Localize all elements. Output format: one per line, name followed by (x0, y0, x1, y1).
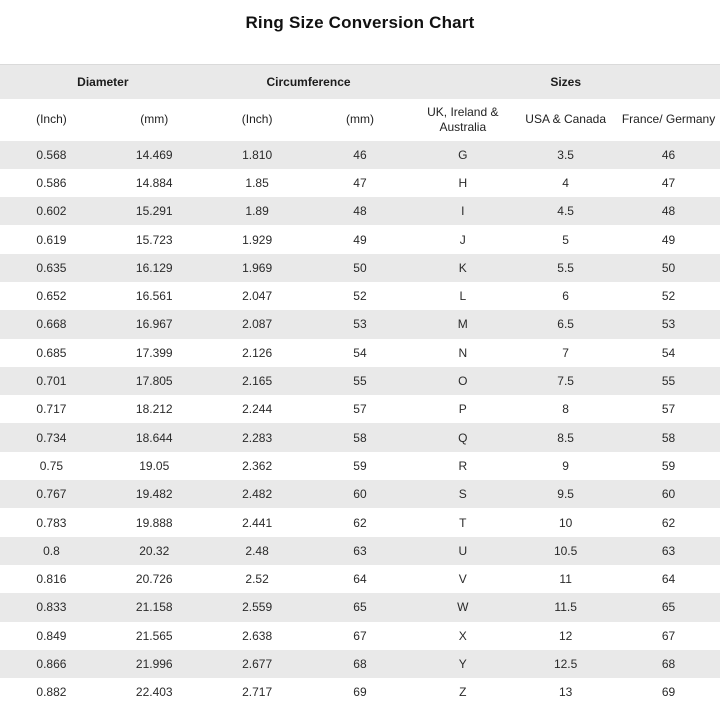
column-header-france-germany: France/ Germany (617, 99, 720, 141)
table-cell: 17.805 (135, 374, 173, 389)
table-cell: 2.48 (245, 543, 269, 558)
table-cell: 57 (353, 402, 367, 417)
table-cell: 0.668 (36, 317, 67, 332)
table-cell: 14.884 (135, 175, 173, 190)
table-cell: 19.482 (135, 487, 173, 502)
table-cell: 0.734 (36, 430, 67, 445)
table-cell: 0.767 (36, 487, 67, 502)
table-cell: 47 (353, 175, 367, 190)
table-cell: 1.929 (242, 232, 273, 247)
table-row (0, 423, 720, 451)
table-cell: 49 (353, 232, 367, 247)
table-cell: 69 (661, 685, 676, 700)
table-cell: U (458, 543, 468, 558)
page-title: Ring Size Conversion Chart (245, 13, 475, 32)
table-row (0, 508, 720, 536)
table-cell: 53 (353, 317, 367, 332)
table-cell: T (459, 515, 467, 530)
table-cell: 15.723 (135, 232, 173, 247)
table-cell: 22.403 (135, 685, 173, 700)
table-cell: 63 (661, 543, 676, 558)
column-header-circumference-mm: (mm) (309, 99, 412, 141)
table-cell: 0.717 (36, 402, 67, 417)
table-cell: 8.5 (557, 430, 574, 445)
table-cell: 69 (353, 685, 367, 700)
table-cell: 64 (661, 572, 676, 587)
table-cell: 11.5 (554, 600, 577, 615)
table-cell: 49 (661, 232, 676, 247)
table-cell: 57 (661, 402, 676, 417)
table-cell: 20.726 (135, 572, 173, 587)
table-cell: 64 (353, 572, 367, 587)
table-cell: 68 (353, 656, 367, 671)
table-cell: 0.866 (36, 656, 67, 671)
table-cell: 50 (661, 260, 676, 275)
table-cell: 65 (661, 600, 676, 615)
table-cell: 2.482 (242, 487, 273, 502)
table-cell: 67 (353, 628, 367, 643)
table-cell: 55 (353, 374, 367, 389)
column-header-diameter-inch: (Inch) (0, 99, 103, 141)
table-row (0, 650, 720, 678)
table-cell: 12.5 (553, 656, 578, 671)
table-cell: 9.5 (557, 487, 574, 502)
table-cell: 17.399 (135, 345, 173, 360)
table-cell: M (457, 317, 468, 332)
table-cell: 46 (353, 147, 367, 162)
group-header-row (0, 65, 720, 99)
table-row (0, 169, 720, 197)
table-cell: X (458, 628, 467, 643)
table-cell: 9 (562, 458, 569, 473)
table-cell: 0.568 (36, 147, 67, 162)
table-row (0, 197, 720, 225)
table-cell: 6 (562, 289, 569, 304)
table-cell: 58 (353, 430, 367, 445)
table-cell: 0.602 (36, 204, 67, 219)
table-cell: V (458, 572, 467, 587)
table-row (0, 622, 720, 650)
table-cell: 2.283 (242, 430, 273, 445)
table-cell: 1.969 (242, 260, 273, 275)
table-cell: Y (458, 656, 467, 671)
table-row (0, 282, 720, 310)
table-cell: W (457, 600, 469, 615)
table-cell: 54 (353, 345, 367, 360)
table-row (0, 537, 720, 565)
table-cell: 53 (661, 317, 676, 332)
table-cell: 10 (558, 515, 573, 530)
column-header-usa-canada: USA & Canada (514, 99, 617, 141)
table-cell: 60 (661, 487, 676, 502)
table-cell: 2.126 (242, 345, 273, 360)
table-cell: 5 (562, 232, 569, 247)
table-cell: 0.685 (36, 345, 67, 360)
table-cell: Q (458, 430, 468, 445)
table-cell: 0.849 (36, 628, 67, 643)
table-cell: 2.677 (242, 656, 273, 671)
table-row (0, 254, 720, 282)
table-cell: G (458, 147, 468, 162)
table-row (0, 678, 720, 706)
ring-size-conversion-table (0, 64, 720, 706)
table-cell: 59 (353, 458, 367, 473)
table-cell: 0.783 (36, 515, 67, 530)
table-cell: 6.5 (557, 317, 574, 332)
table-cell: 2.717 (242, 685, 273, 700)
column-header-circumference-inch: (Inch) (206, 99, 309, 141)
table-cell: 16.129 (135, 260, 173, 275)
table-row (0, 339, 720, 367)
table-cell: 12 (558, 628, 573, 643)
table-cell: O (458, 374, 468, 389)
table-cell: 63 (353, 543, 367, 558)
table-cell: Z (459, 685, 467, 700)
table-cell: 50 (353, 260, 367, 275)
table-cell: 52 (661, 289, 676, 304)
table-cell: 62 (353, 515, 367, 530)
table-cell: 13 (558, 685, 573, 700)
table-row (0, 480, 720, 508)
table-cell: 16.561 (135, 289, 173, 304)
table-body (0, 141, 720, 707)
table-row (0, 141, 720, 169)
table-cell: N (458, 345, 468, 360)
table-cell: 0.586 (36, 175, 67, 190)
table-cell: 48 (661, 204, 676, 219)
table-cell: 8 (562, 402, 569, 417)
table-cell: 19.888 (135, 515, 173, 530)
table-cell: 46 (661, 147, 676, 162)
table-cell: 11 (559, 572, 572, 587)
table-cell: 0.833 (36, 600, 67, 615)
table-cell: 5.5 (557, 260, 574, 275)
table-cell: 21.996 (135, 656, 173, 671)
column-header-diameter-mm: (mm) (103, 99, 206, 141)
table-row (0, 225, 720, 253)
table-cell: 15.291 (135, 204, 173, 219)
table-cell: 2.047 (242, 289, 273, 304)
table-cell: 3.5 (557, 147, 574, 162)
table-cell: 1.85 (245, 175, 269, 190)
table-cell: S (458, 487, 467, 502)
column-header-row (0, 99, 720, 141)
table-row (0, 565, 720, 593)
table-cell: 20.32 (139, 543, 170, 558)
group-header-diameter: Diameter (0, 65, 206, 99)
table-cell: 62 (661, 515, 676, 530)
table-cell: 0.619 (36, 232, 67, 247)
table-cell: 0.75 (39, 458, 64, 473)
column-header-uk-ireland-australia: UK, Ireland & Australia (411, 99, 514, 141)
table-header (0, 65, 720, 141)
table-cell: 14.469 (135, 147, 173, 162)
table-cell: 2.362 (242, 458, 273, 473)
table-cell: 2.52 (245, 572, 269, 587)
table-cell: 47 (661, 175, 676, 190)
table-cell: 7 (562, 345, 569, 360)
table-cell: 21.565 (135, 628, 173, 643)
table-row (0, 395, 720, 423)
table-cell: 7.5 (557, 374, 574, 389)
table-cell: 16.967 (135, 317, 173, 332)
table-cell: 2.087 (242, 317, 273, 332)
table-cell: 0.816 (36, 572, 67, 587)
table-cell: 1.89 (245, 204, 269, 219)
table-cell: K (458, 260, 467, 275)
table-cell: 65 (353, 600, 367, 615)
group-header-circumference: Circumference (206, 65, 412, 99)
table-row (0, 367, 720, 395)
table-cell: L (459, 289, 467, 304)
group-header-sizes: Sizes (411, 65, 720, 99)
table-cell: 2.559 (242, 600, 273, 615)
table-cell: I (461, 204, 465, 219)
table-cell: J (459, 232, 466, 247)
table-cell: 2.244 (242, 402, 273, 417)
table-cell: 2.441 (242, 515, 273, 530)
table-cell: 0.882 (36, 685, 67, 700)
table-cell: 4 (562, 175, 569, 190)
table-cell: 18.644 (135, 430, 173, 445)
table-cell: 0.652 (36, 289, 67, 304)
table-cell: 2.638 (242, 628, 273, 643)
table-row (0, 310, 720, 338)
table-cell: 18.212 (135, 402, 173, 417)
table-row (0, 593, 720, 621)
table-cell: 10.5 (553, 543, 578, 558)
table-cell: 48 (353, 204, 367, 219)
table-cell: 0.701 (36, 374, 67, 389)
table-cell: 19.05 (139, 458, 170, 473)
table-cell: 60 (353, 487, 367, 502)
table-cell: 4.5 (557, 204, 574, 219)
table-cell: 67 (661, 628, 676, 643)
table-cell: 59 (661, 458, 676, 473)
table-cell: 54 (661, 345, 676, 360)
table-cell: 0.8 (43, 543, 60, 558)
table-row (0, 452, 720, 480)
table-cell: R (458, 458, 468, 473)
table-cell: 1.810 (242, 147, 273, 162)
table-cell: 2.165 (242, 374, 273, 389)
table-cell: 0.635 (36, 260, 67, 275)
table-cell: 68 (661, 656, 676, 671)
table-cell: 52 (353, 289, 367, 304)
table-cell: H (458, 175, 468, 190)
table-cell: 21.158 (135, 600, 173, 615)
table-cell: 58 (661, 430, 676, 445)
table-cell: 55 (661, 374, 676, 389)
table-cell: P (458, 402, 467, 417)
